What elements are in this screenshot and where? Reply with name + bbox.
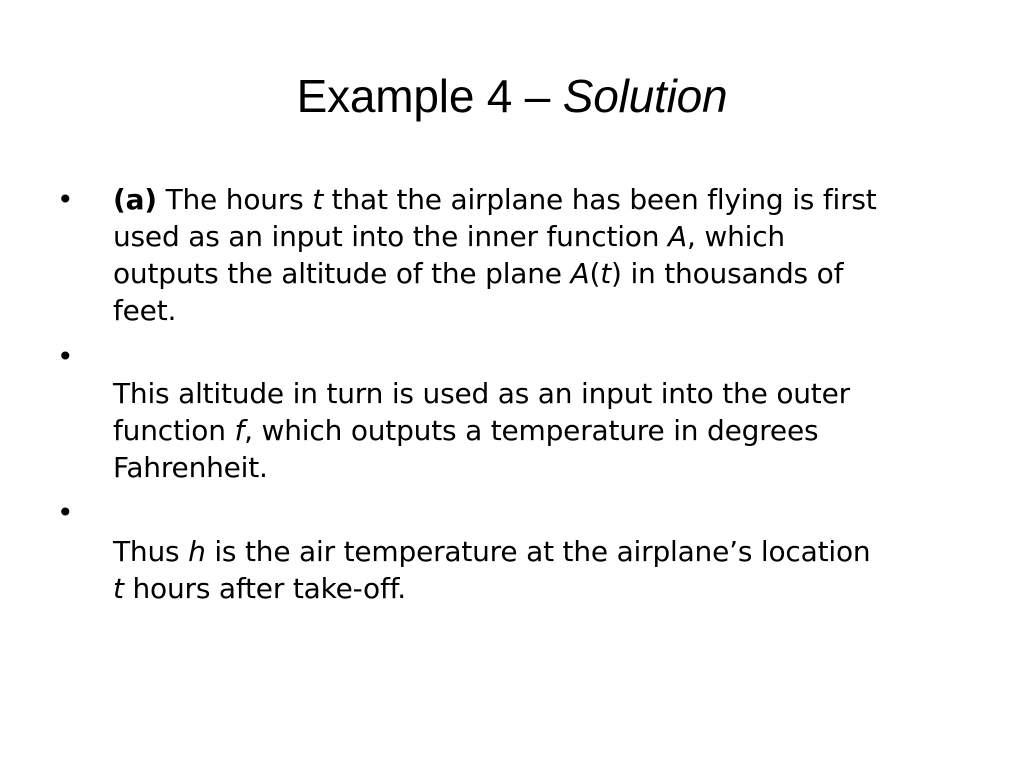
text-line: [113, 292, 993, 329]
bullet-text-3: [113, 533, 993, 607]
text-run: Thus: [113, 535, 189, 568]
text-line: [113, 218, 993, 255]
text-run: , which: [686, 220, 785, 253]
math-var: A: [570, 257, 590, 290]
bullet-marker: •: [57, 340, 74, 373]
text-line: [113, 533, 993, 570]
text-line: [113, 412, 993, 449]
math-var: t: [113, 572, 124, 605]
bullet-text-2: [113, 375, 993, 486]
math-var: t: [312, 183, 323, 216]
text-run: , which outputs a temperature in degrees: [244, 414, 819, 447]
math-var: A: [668, 220, 687, 253]
text-run: hours after take-off.: [123, 572, 406, 605]
text-line: [113, 570, 993, 607]
text-run: Fahrenheit.: [113, 451, 268, 484]
title-main: Example 4 –: [296, 70, 563, 122]
text-run: outputs the altitude of the plane: [113, 257, 571, 290]
text-run: used as an input into the inner function: [113, 220, 668, 253]
math-var: t: [600, 257, 612, 290]
text-run: This altitude in turn is used as an input into the outer: [113, 377, 850, 410]
text-line: [113, 375, 993, 412]
part-label: (a): [113, 183, 157, 216]
text-run: feet.: [113, 294, 177, 327]
title-italic: Solution: [562, 70, 728, 122]
text-run: function: [113, 414, 235, 447]
text-line: [113, 255, 993, 292]
text-run: ) in thousands of: [611, 257, 844, 290]
bullet-marker: •: [57, 496, 74, 529]
text-run: The hours: [156, 183, 313, 216]
text-line: [113, 449, 993, 486]
math-var: h: [188, 535, 206, 568]
math-var: f: [234, 414, 245, 447]
text-run: that the airplane has been flying is first: [322, 183, 877, 216]
text-run: (: [589, 257, 601, 290]
text-line: [113, 181, 993, 218]
text-run: is the air temperature at the airplane’s location: [205, 535, 871, 568]
bullet-text-1: [113, 181, 993, 329]
bullet-marker: •: [57, 183, 74, 216]
